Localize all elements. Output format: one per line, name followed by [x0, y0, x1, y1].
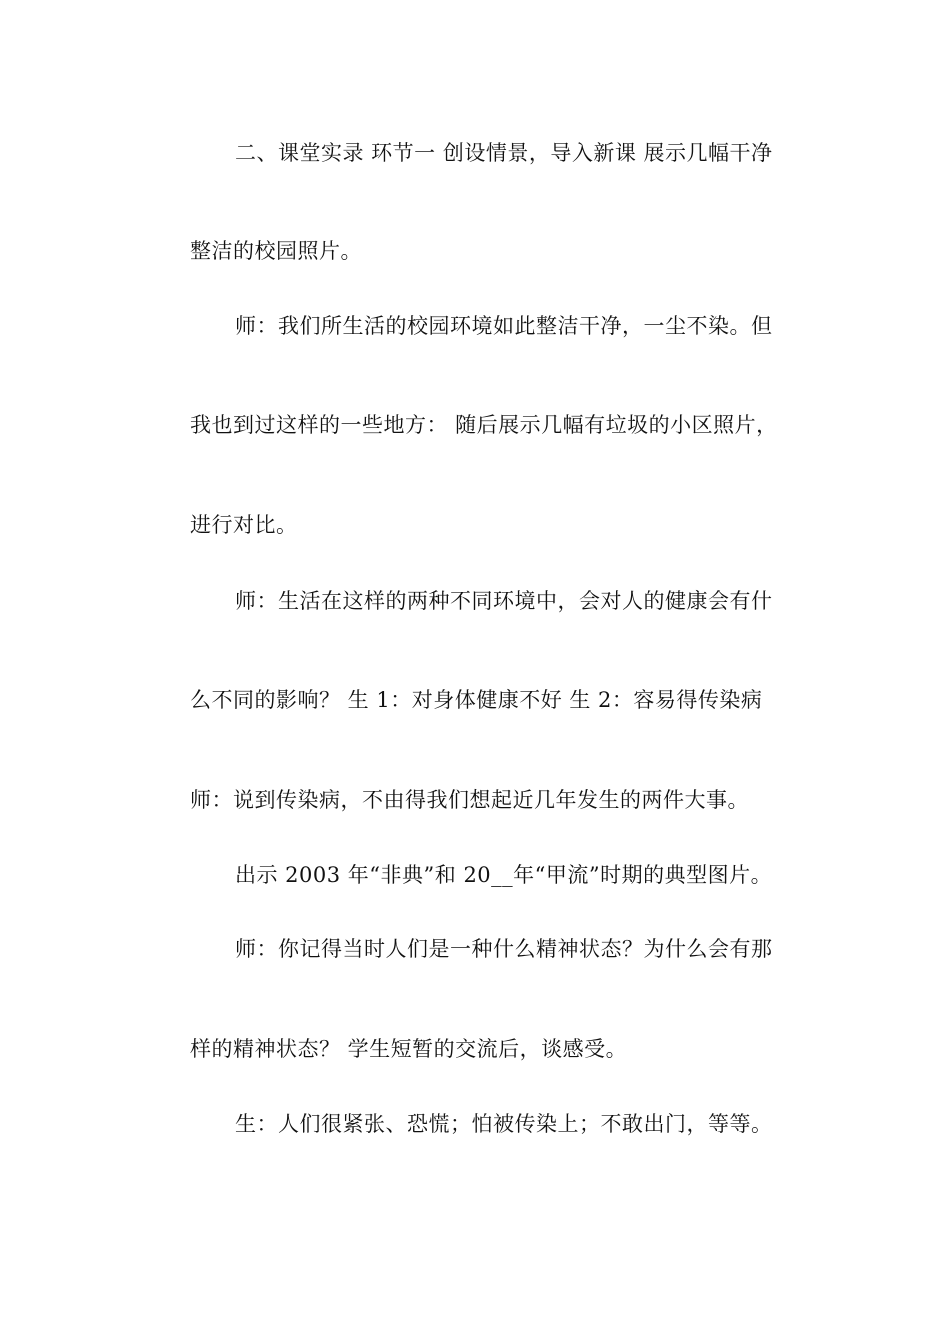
text-line: 么不同的影响？ 生 1：对身体健康不好 生 2：容易得传染病 — [190, 688, 763, 712]
text-line: 生：人们很紧张、恐慌；怕被传染上；不敢出门，等等。 — [235, 1112, 773, 1136]
text-line: 样的精神状态？ 学生短暂的交流后，谈感受。 — [190, 1037, 628, 1061]
text-line: 师：说到传染病，不由得我们想起近几年发生的两件大事。 — [190, 788, 749, 812]
text-line: 师：生活在这样的两种不同环境中，会对人的健康会有什 — [235, 589, 773, 613]
text-line: 整洁的校园照片。 — [190, 239, 362, 263]
text-line: 二、课堂实录 环节一 创设情景，导入新课 展示几幅干净 — [235, 141, 773, 165]
text-line: 师：你记得当时人们是一种什么精神状态？为什么会有那 — [235, 937, 773, 961]
text-line: 进行对比。 — [190, 513, 298, 537]
text-line: 出示 2003 年“非典”和 20__年“甲流”时期的典型图片。 — [235, 863, 773, 887]
text-line: 我也到过这样的一些地方： 随后展示几幅有垃圾的小区照片， — [190, 413, 778, 437]
text-line: 师：我们所生活的校园环境如此整洁干净，一尘不染。但 — [235, 314, 773, 338]
